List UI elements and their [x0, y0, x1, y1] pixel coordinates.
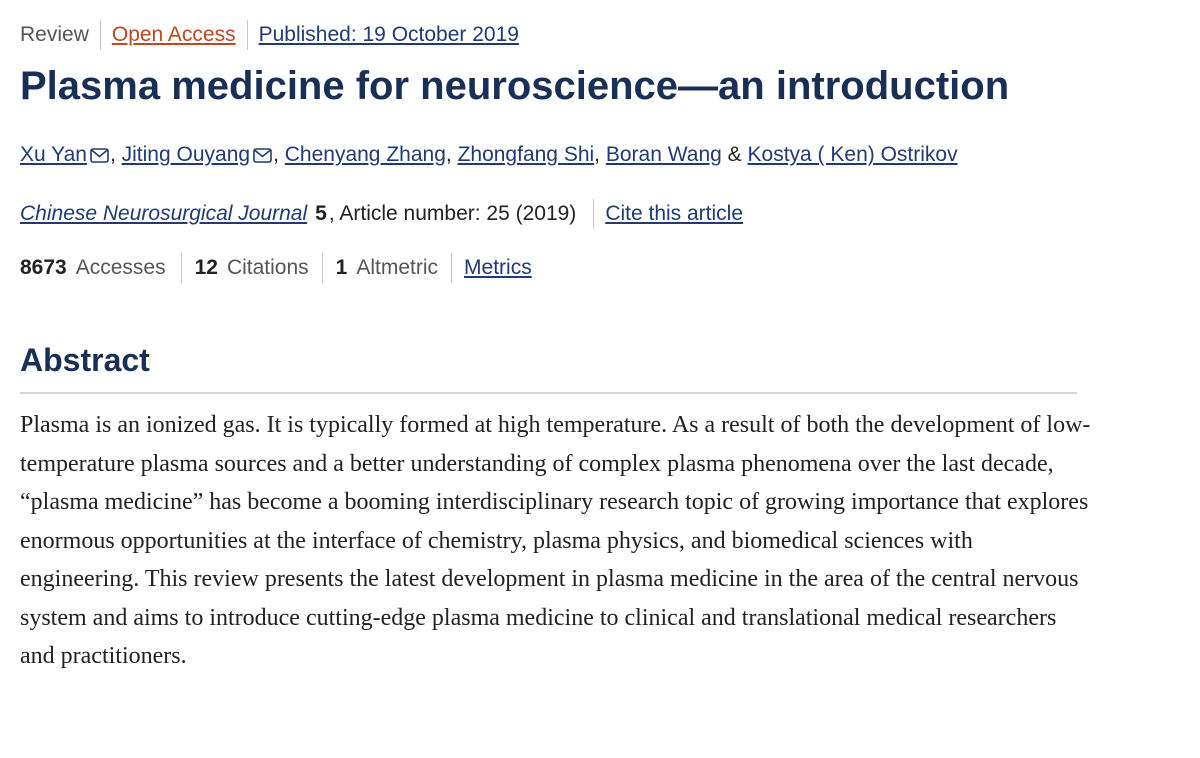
citations-label: Citations	[226, 256, 309, 279]
article-meta	[20, 20, 519, 50]
divider	[322, 253, 323, 283]
accesses-count: 8673	[20, 256, 67, 279]
journal-volume: 5	[315, 202, 327, 225]
metrics-link[interactable]: Metrics	[464, 256, 532, 279]
altmetric-label: Altmetric	[356, 256, 439, 279]
author-link[interactable]: Kostya ( Ken) Ostrikov	[747, 143, 958, 166]
author-separator: ,	[445, 143, 452, 166]
author-separator: ,	[273, 143, 279, 166]
published-date-link[interactable]: Published: 19 October 2019	[258, 23, 519, 46]
author-link[interactable]: Jiting Ouyang	[121, 143, 251, 166]
author-separator: ,	[594, 143, 601, 166]
accesses-label: Accesses	[75, 256, 166, 279]
divider	[181, 253, 182, 283]
section-divider	[20, 392, 1077, 394]
article-title: Plasma medicine for neuroscience—an introduction	[20, 64, 1010, 108]
author-link[interactable]: Xu Yan	[20, 143, 87, 166]
author-list	[20, 140, 958, 172]
altmetric-score: 1	[335, 256, 348, 279]
divider	[100, 20, 101, 50]
author-separator: ,	[109, 143, 116, 166]
abstract-text: Plasma is an ionized gas. It is typically formed at high temperature. As a result of both the development of low-temperature plasma sources and a better understanding of complex plasma phenomena over the last decade, “plasma medicine” has become a booming interdisciplinary research topic of growing importance that explores enormous opportunities at the interface of chemistry, plasma physics, and biomedical sciences with engineering. This review presents the latest development in plasma medicine in the area of the central nervous system and aims to introduce cutting-edge plasma medicine to clinical and translational medical researchers and practitioners.	[20, 412, 1091, 669]
article-type: Review	[20, 23, 89, 46]
divider	[247, 20, 248, 50]
citations-count: 12	[194, 256, 218, 279]
envelope-icon[interactable]	[90, 142, 109, 172]
author-link[interactable]: Zhongfang Shi	[457, 143, 595, 166]
divider	[593, 199, 594, 229]
cite-article-link[interactable]: Cite this article	[605, 202, 744, 225]
open-access-link[interactable]: Open Access	[111, 23, 236, 46]
author-separator-and: &	[727, 143, 742, 166]
article-number: , Article number: 25 (2019)	[328, 202, 577, 225]
abstract-heading: Abstract	[20, 342, 150, 378]
author-link[interactable]: Boran Wang	[605, 143, 722, 166]
metrics-bar	[20, 253, 532, 283]
citation-line	[20, 199, 743, 229]
envelope-icon[interactable]	[253, 142, 272, 172]
journal-link[interactable]: Chinese Neurosurgical Journal	[20, 202, 308, 225]
author-link[interactable]: Chenyang Zhang	[284, 143, 446, 166]
divider	[451, 253, 452, 283]
